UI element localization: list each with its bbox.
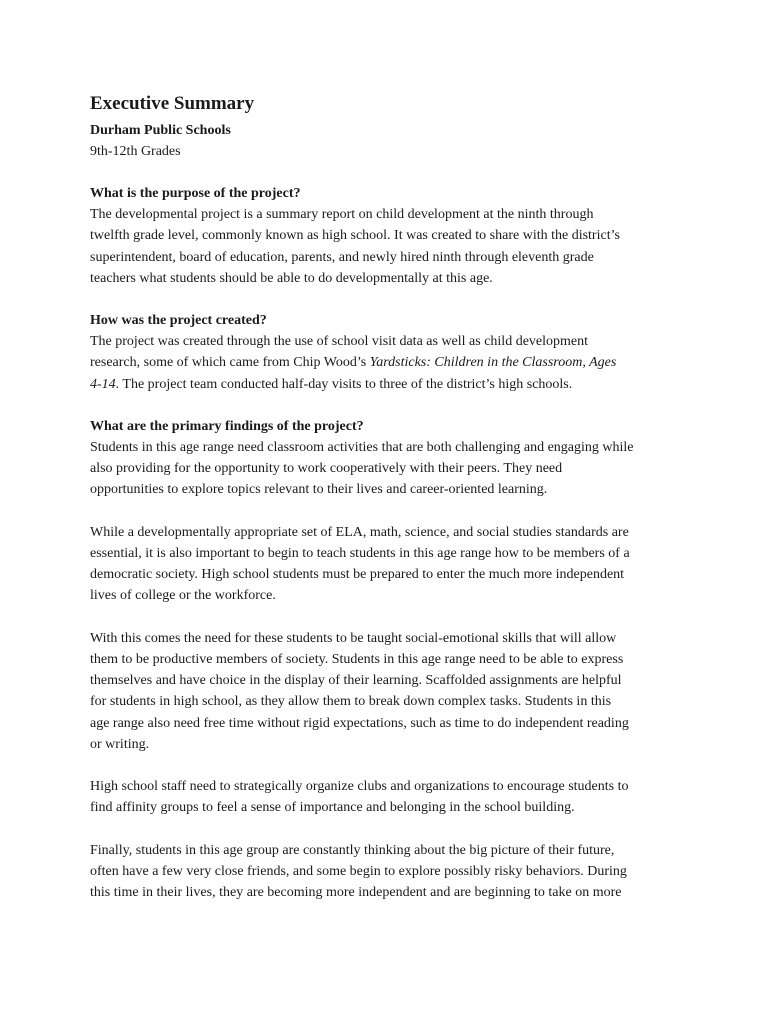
text-line: often have a few very close friends, and some begin to explore possibly risky behaviors. During (90, 864, 627, 880)
text-line (90, 374, 690, 395)
paragraph-purpose (90, 204, 690, 289)
section-heading-created: How was the project created? (90, 313, 267, 329)
text-line: also providing for the opportunity to work cooperatively with their peers. They need (90, 461, 563, 477)
text-line: opportunities to explore topics relevant to their lives and career-oriented learning. (90, 482, 548, 498)
section-purpose (90, 183, 690, 289)
text-line: High school staff need to strategically organize clubs and organizations to encourage students to (90, 779, 629, 795)
text-line: While a developmentally appropriate set of ELA, math, science, and social studies standards are (90, 524, 629, 540)
text-line: The developmental project is a summary report on child development at the ninth through (90, 207, 594, 223)
section-findings (90, 416, 690, 904)
text-line: them to be productive members of society. Students in this age range need to be able to express (90, 652, 624, 668)
section-created (90, 310, 690, 395)
section-heading-purpose: What is the purpose of the project? (90, 186, 301, 201)
text-line: age range also need free time without rigid expectations, such as time to do independent reading (90, 715, 629, 731)
section-heading-findings: What are the primary findings of the project? (90, 418, 364, 434)
text-line: find affinity groups to feel a sense of importance and belonging in the school building. (90, 800, 575, 816)
text-line: lives of college or the workforce. (90, 588, 276, 604)
text-line (90, 352, 690, 373)
paragraph-findings-1 (90, 437, 690, 501)
text-line: themselves and have choice in the display of their learning. Scaffolded assignments are helpful (90, 673, 622, 689)
organization-name: Durham Public Schools (90, 123, 231, 138)
book-title-italic: Yardsticks: Children in the Classroom, Ages (369, 355, 617, 371)
text-line: Students in this age range need classroom activities that are both challenging and engaging while (90, 440, 634, 456)
paragraph-findings-3 (90, 628, 690, 755)
grade-range: 9th-12th Grades (90, 144, 181, 159)
paragraph-created (90, 331, 690, 395)
text-line: teachers what students should be able to do developmentally at this age. (90, 270, 493, 286)
text-line: this time in their lives, they are becoming more independent and are beginning to take on more (90, 885, 622, 901)
text-fragment: . The project team conducted half-day visits to three of the district’s high schools. (115, 376, 573, 392)
document-page (90, 92, 690, 903)
paragraph-findings-5 (90, 840, 690, 904)
text-line: twelfth grade level, commonly known as high school. It was created to share with the district’s (90, 228, 620, 244)
text-line: The project was created through the use of school visit data as well as child development (90, 334, 589, 350)
text-line: for students in high school, as they allow them to break down complex tasks. Students in this (90, 694, 612, 710)
text-line: superintendent, board of education, parents, and newly hired ninth through eleventh grade (90, 249, 594, 265)
text-line: With this comes the need for these students to be taught social-emotional skills that will allow (90, 630, 617, 646)
paragraph-findings-4 (90, 776, 690, 818)
text-line: or writing. (90, 736, 150, 752)
document-title: Executive Summary (90, 93, 255, 114)
text-fragment: research, some of which came from Chip Wood’s (90, 355, 370, 371)
text-line: democratic society. High school students must be prepared to enter the much more independent (90, 567, 625, 583)
text-line: Finally, students in this age group are constantly thinking about the big picture of their future, (90, 842, 615, 858)
book-title-italic-cont: 4-14 (90, 376, 116, 392)
text-line: essential, it is also important to begin to teach students in this age range how to be members of a (90, 546, 630, 562)
paragraph-findings-2 (90, 522, 690, 607)
